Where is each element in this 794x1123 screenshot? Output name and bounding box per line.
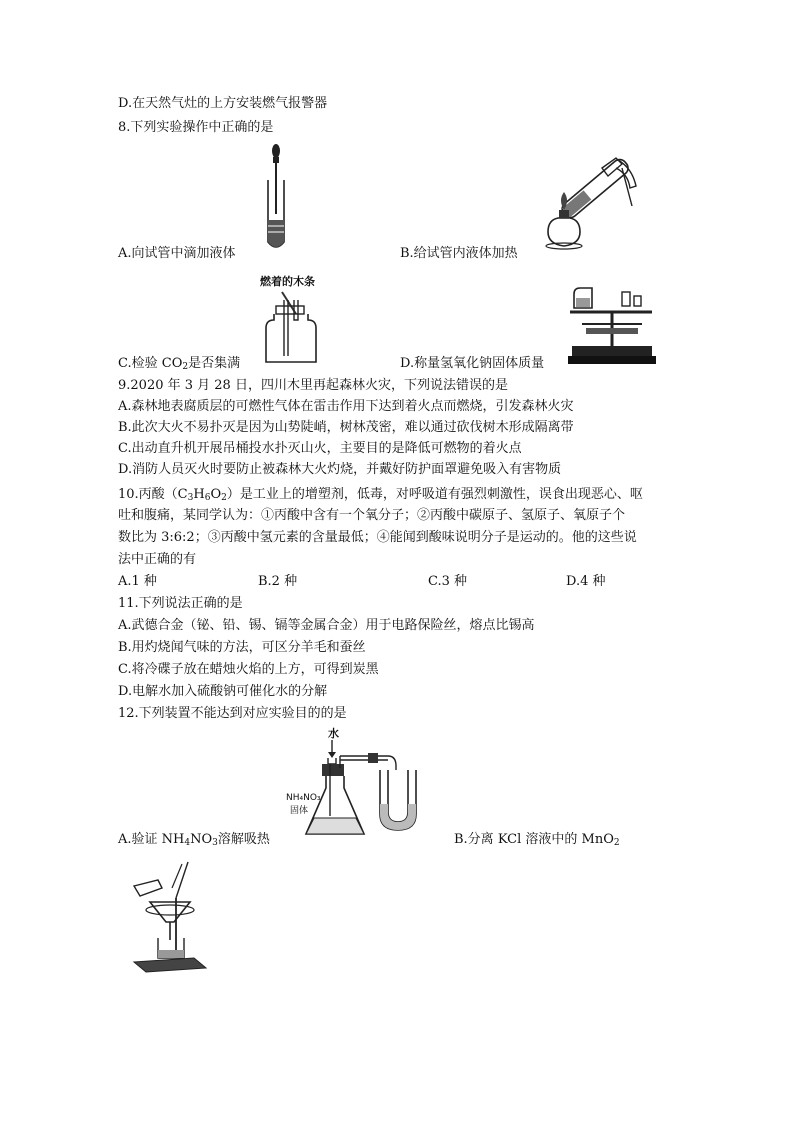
balance-scale-figure — [566, 278, 658, 370]
q9-option-b: B.此次大火不易扑灭是因为山势陡峭，树林茂密，难以通过砍伐树木形成隔离带 — [118, 420, 574, 435]
water-label: 水 — [328, 727, 339, 740]
filtration-apparatus-figure — [128, 858, 212, 976]
q10-option-a: A.1 种 — [118, 574, 157, 589]
q10-option-d: D.4 种 — [566, 574, 606, 589]
q8-option-a: A.向试管中滴加液体 — [118, 246, 236, 261]
q11-option-b: B.用灼烧闻气味的方法，可区分羊毛和蚕丝 — [118, 640, 366, 655]
q11-stem: 11.下列说法正确的是 — [118, 596, 243, 611]
q8-stem: 8.下列实验操作中正确的是 — [118, 120, 274, 135]
q8-figure-c-label: 燃着的木条 — [260, 275, 315, 288]
q9-option-c: C.出动直升机开展吊桶投水扑灭山火，主要目的是降低可燃物的着火点 — [118, 441, 522, 456]
q10-line-3: 数比为 3:6:2；③丙酸中氢元素的含量最低；④能闻到酸味说明分子是运动的。他的这些说 — [118, 530, 637, 545]
q11-option-a: A.武德合金（铋、铅、锡、镉等金属合金）用于电路保险丝，熔点比锡高 — [118, 618, 535, 633]
q7-option-d: D.在天然气灶的上方安装燃气报警器 — [118, 96, 328, 111]
q9-stem: 9.2020 年 3 月 28 日，四川木里再起森林火灾，下列说法错误的是 — [118, 378, 508, 393]
heating-test-tube-figure — [540, 148, 650, 258]
gas-collecting-bottle-figure — [260, 290, 322, 366]
q10-option-b: B.2 种 — [258, 574, 298, 589]
q12-option-a: A.验证 $NH_4NO_3$溶解吸热 — [118, 832, 270, 848]
q10-line-1: 10.丙酸$(C_3H_6O_2)$是工业上的增塑剂，低毒，对呼吸道有强烈刺激性，误食出现恶心、呕 — [118, 487, 643, 503]
q12-option-b: B.分离 KCl 溶液中的 MnO$_2$ — [454, 832, 620, 848]
solid-label: 固体 — [290, 806, 309, 816]
dropper-test-tube-figure — [258, 142, 294, 254]
q8-option-c: C.检验 $CO_2$是否集满 — [118, 356, 241, 372]
nh4no3-apparatus-figure — [284, 726, 444, 846]
nh4no3-label: NH₄NO₃ — [286, 793, 321, 803]
q8-option-d: D.称量氢氧化钠固体质量 — [400, 356, 545, 371]
q12-stem: 12.下列装置不能达到对应实验目的的是 — [118, 706, 347, 721]
q11-option-c: C.将冷碟子放在蜡烛火焰的上方，可得到炭黑 — [118, 662, 379, 677]
q10-option-c: C.3 种 — [428, 574, 468, 589]
q10-line-2: 吐和腹痛，某同学认为：①丙酸中含有一个氧分子；②丙酸中碳原子、氢原子、氧原子个 — [118, 508, 626, 523]
q10-line-4: 法中正确的有 — [118, 552, 197, 567]
q9-option-a: A.森林地表腐质层的可燃性气体在雷击作用下达到着火点而燃烧，引发森林火灾 — [118, 399, 574, 414]
q9-option-d: D.消防人员灭火时要防止被森林大火灼烧，并戴好防护面罩避免吸入有害物质 — [118, 462, 562, 477]
q11-option-d: D.电解水加入硫酸钠可催化水的分解 — [118, 684, 328, 699]
q8-option-b: B.给试管内液体加热 — [400, 246, 518, 261]
